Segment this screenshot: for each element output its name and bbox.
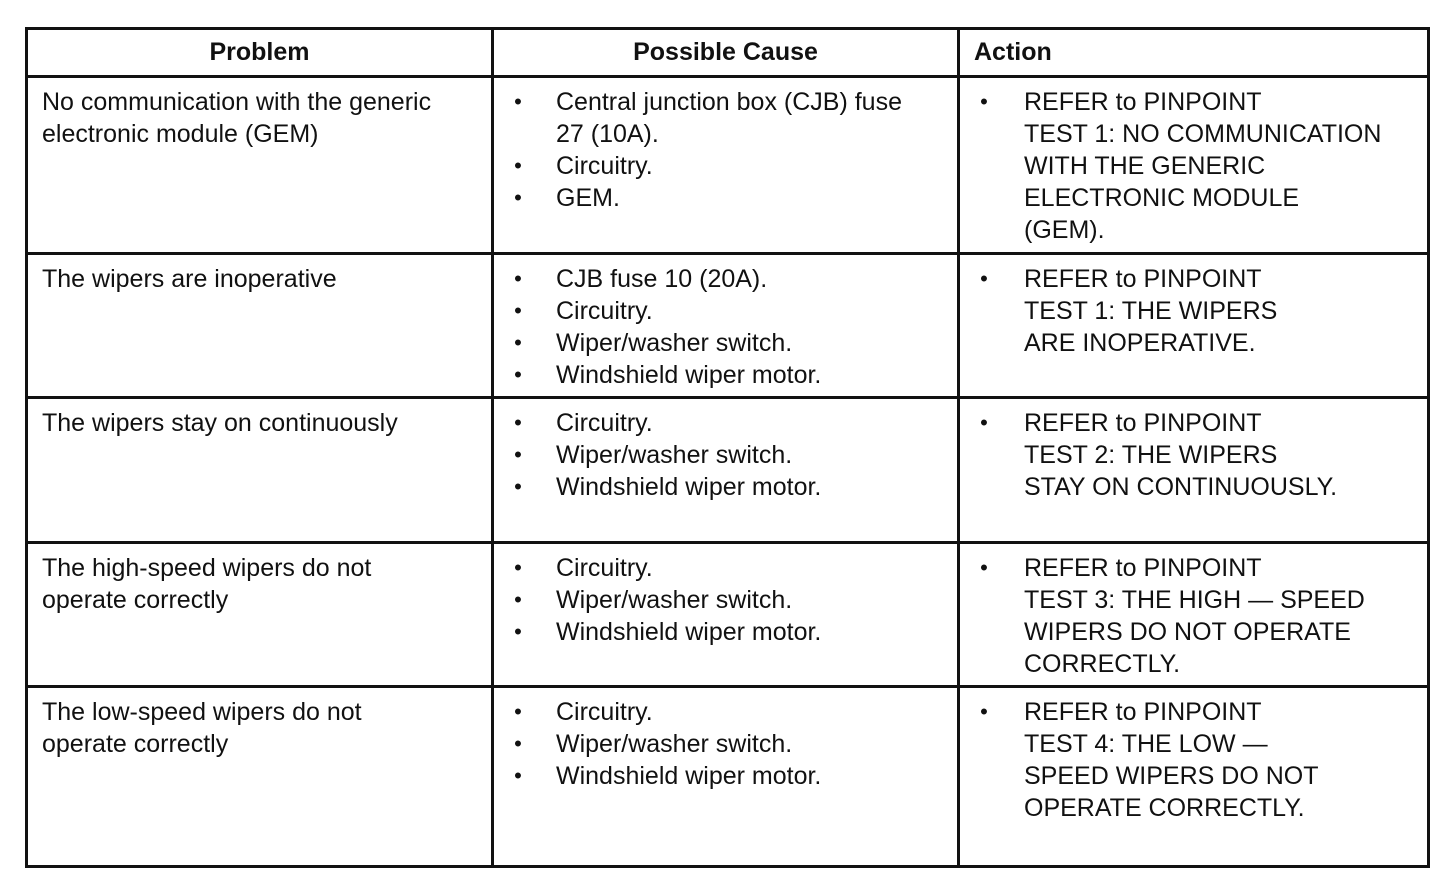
problem-text: No communication with the generic electronic module (GEM) bbox=[42, 88, 432, 148]
cause-text: Windshield wiper motor. bbox=[556, 762, 822, 790]
action-text: REFER to PINPOINT TEST 1: THE WIPERS ARE INOPERATIVE. bbox=[1024, 265, 1278, 357]
action-text: REFER to PINPOINT TEST 4: THE LOW — SPEED WIPERS DO NOT OPERATE CORRECTLY. bbox=[1024, 698, 1319, 822]
bullet-icon: • bbox=[514, 763, 522, 788]
cause-text: Windshield wiper motor. bbox=[556, 473, 822, 501]
action-item bbox=[974, 407, 1413, 503]
cause-item bbox=[508, 471, 943, 503]
cause-cell bbox=[493, 254, 959, 398]
cause-list bbox=[494, 688, 957, 792]
table-row bbox=[27, 77, 1429, 254]
action-text: REFER to PINPOINT TEST 3: THE HIGH — SPEED WIPERS DO NOT OPERATE CORRECTLY. bbox=[1024, 554, 1365, 678]
bullet-icon: • bbox=[980, 89, 988, 114]
bullet-icon: • bbox=[514, 298, 522, 323]
action-text: REFER to PINPOINT TEST 2: THE WIPERS STAY ON CONTINUOUSLY. bbox=[1024, 409, 1338, 501]
bullet-icon: • bbox=[514, 555, 522, 580]
bullet-icon: • bbox=[514, 474, 522, 499]
bullet-icon: • bbox=[514, 619, 522, 644]
cause-text: Windshield wiper motor. bbox=[556, 361, 822, 389]
bullet-icon: • bbox=[514, 266, 522, 291]
problem-cell bbox=[27, 254, 493, 398]
problem-cell bbox=[27, 77, 493, 254]
cause-item bbox=[508, 584, 943, 616]
cause-text: Wiper/washer switch. bbox=[556, 329, 793, 357]
action-list bbox=[960, 78, 1427, 246]
cause-list bbox=[494, 78, 957, 214]
action-cell bbox=[959, 687, 1429, 867]
action-item bbox=[974, 86, 1413, 246]
problem-column-header: Problem bbox=[27, 29, 493, 77]
action-list bbox=[960, 255, 1427, 359]
header-row bbox=[27, 29, 1429, 77]
problem-cell bbox=[27, 543, 493, 687]
cause-item bbox=[508, 696, 943, 728]
problem-text: The wipers are inoperative bbox=[42, 265, 337, 293]
problem-text: The low-speed wipers do not operate correctly bbox=[42, 698, 362, 758]
cause-cell bbox=[493, 398, 959, 543]
cause-text: Circuitry. bbox=[556, 297, 653, 325]
bullet-icon: • bbox=[514, 442, 522, 467]
cause-item bbox=[508, 439, 943, 471]
cause-item bbox=[508, 263, 943, 295]
table-row bbox=[27, 543, 1429, 687]
action-cell bbox=[959, 543, 1429, 687]
action-list bbox=[960, 399, 1427, 503]
cause-item bbox=[508, 295, 943, 327]
bullet-icon: • bbox=[514, 699, 522, 724]
bullet-icon: • bbox=[514, 587, 522, 612]
cause-text: Central junction box (CJB) fuse 27 (10A). bbox=[556, 88, 902, 148]
bullet-icon: • bbox=[514, 731, 522, 756]
table-row bbox=[27, 254, 1429, 398]
bullet-icon: • bbox=[514, 330, 522, 355]
cause-item bbox=[508, 86, 943, 150]
table-row bbox=[27, 687, 1429, 867]
problem-cell bbox=[27, 687, 493, 867]
action-text: REFER to PINPOINT TEST 1: NO COMMUNICATION WITH THE GENERIC ELECTRONIC MODULE (GEM). bbox=[1024, 88, 1382, 244]
cause-item bbox=[508, 760, 943, 792]
cause-text: Windshield wiper motor. bbox=[556, 618, 822, 646]
cause-text: Circuitry. bbox=[556, 409, 653, 437]
bullet-icon: • bbox=[514, 89, 522, 114]
cause-text: Circuitry. bbox=[556, 152, 653, 180]
action-item bbox=[974, 696, 1413, 824]
cause-item bbox=[508, 728, 943, 760]
problem-text: The wipers stay on continuously bbox=[42, 409, 398, 437]
problem-text: The high-speed wipers do not operate correctly bbox=[42, 554, 372, 614]
bullet-icon: • bbox=[514, 185, 522, 210]
cause-text: Circuitry. bbox=[556, 554, 653, 582]
cause-column-header: Possible Cause bbox=[493, 29, 959, 77]
cause-item bbox=[508, 359, 943, 391]
action-item bbox=[974, 552, 1413, 680]
cause-list bbox=[494, 255, 957, 391]
bullet-icon: • bbox=[980, 266, 988, 291]
cause-text: Wiper/washer switch. bbox=[556, 730, 793, 758]
cause-cell bbox=[493, 77, 959, 254]
cause-item bbox=[508, 407, 943, 439]
table-row bbox=[27, 398, 1429, 543]
cause-text: CJB fuse 10 (20A). bbox=[556, 265, 768, 293]
bullet-icon: • bbox=[980, 410, 988, 435]
cause-list bbox=[494, 544, 957, 648]
cause-text: Wiper/washer switch. bbox=[556, 586, 793, 614]
diagnostic-table bbox=[25, 27, 1430, 868]
problem-cell bbox=[27, 398, 493, 543]
action-cell bbox=[959, 254, 1429, 398]
bullet-icon: • bbox=[514, 362, 522, 387]
cause-text: GEM. bbox=[556, 184, 620, 212]
action-cell bbox=[959, 77, 1429, 254]
cause-item bbox=[508, 150, 943, 182]
action-column-header: Action bbox=[959, 29, 1429, 77]
action-item bbox=[974, 263, 1413, 359]
action-list bbox=[960, 544, 1427, 680]
cause-item bbox=[508, 552, 943, 584]
bullet-icon: • bbox=[514, 153, 522, 178]
cause-cell bbox=[493, 687, 959, 867]
bullet-icon: • bbox=[514, 410, 522, 435]
cause-item bbox=[508, 182, 943, 214]
cause-item bbox=[508, 327, 943, 359]
cause-list bbox=[494, 399, 957, 503]
cause-cell bbox=[493, 543, 959, 687]
action-list bbox=[960, 688, 1427, 824]
cause-text: Wiper/washer switch. bbox=[556, 441, 793, 469]
cause-item bbox=[508, 616, 943, 648]
action-cell bbox=[959, 398, 1429, 543]
bullet-icon: • bbox=[980, 555, 988, 580]
cause-text: Circuitry. bbox=[556, 698, 653, 726]
bullet-icon: • bbox=[980, 699, 988, 724]
